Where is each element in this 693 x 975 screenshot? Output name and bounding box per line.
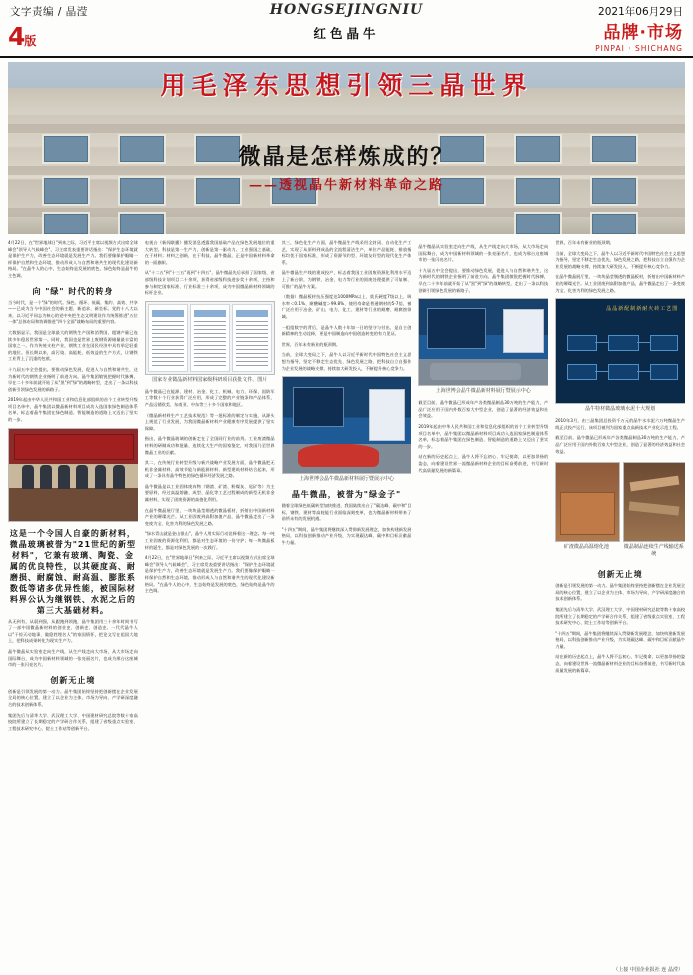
paragraph: 指出，晶牛微晶玻璃的创新走在了全国同行业的前列。工业废渣微晶材料的研制成功和批量、连续化大生产的国家鉴定，对我国乃至世界微晶工业的贡献。 — [144, 436, 275, 455]
info-panel — [369, 389, 405, 441]
photo-caption: 上海世博会晶牛微晶新材料展厅暨展示中心 — [298, 476, 394, 483]
photo-process-diagram — [555, 298, 685, 404]
photo-pair — [555, 459, 685, 563]
paragraph: 当今时代，是一个"绿"的时代。绿色、循环、低碳、集约、高效、共享——已成为当今中国社会的新主题、新追求、新坐标。党的十八大以来，以习近平同志为核心的党中央把生态文明建设作为统筹推进"五位一体"总体布局和协调推进"四个全面"战略布局的重要内容。 — [8, 299, 138, 325]
section-title-pinyin: PINPAI · SHICHANG — [595, 44, 683, 53]
paragraph: "十四五"期间，晶牛集团将继续深入贯彻新发展理念，加快构建新发展格局，以科技创新推动产业升级，为实现碳达峰、碳中和目标贡献晶牛力量。 — [555, 630, 685, 649]
diagram-connector — [637, 371, 650, 372]
diagram-node — [608, 335, 639, 352]
hero-photo — [8, 62, 685, 234]
person — [40, 465, 52, 489]
column-5 — [555, 240, 685, 969]
paragraph: 其三，绿色化生产方面，晶牛微晶生产线采用全封闭、自动化生产工艺，实现了从原料到成品的全流程清洁生产，单位产品能耗、排放指标均优于国家标准，形成了资源节约型、环境友好型的现代化生产体系。 — [281, 240, 412, 265]
facade-band-1 — [8, 124, 685, 133]
paragraph: 2019年起由中华人民共和国工业和信息化部组织的首个工业转型升级项目名单中，晶牛集团以微晶新材料项目成功入选国家绿色制造体系名单，标志着晶牛集团在绿色制造、智能制造的道路上又迈出了坚实的一步。 — [8, 397, 138, 423]
paragraph: 晶牛微晶生产线的建成投产，标志着我国工业固废资源化利用水平迈上了新台阶，为钢铁、冶金、电力等行业的固废处理提供了可复制、可推广的晶牛方案。 — [281, 270, 412, 289]
document-thumbnail — [148, 304, 188, 372]
paragraph: "绿水青山就是金山银山"，晶牛人用实际行动诠释着这一理念。每一吨工业固废的资源化利用，都是对生态环境的一份守护；每一块微晶板材的诞生，都是对绿色发展的一次践行。 — [144, 531, 275, 550]
section-title — [595, 18, 683, 53]
person — [58, 465, 70, 489]
paragraph: 集团先后与清华大学、武汉理工大学、中国建材研究总院等数十家高校院所建立了长期稳定的产学研合作关系，组建了省级重点实验室、工程技术研究中心、院士工作站等创新平台。 — [555, 606, 685, 626]
subheading: 晶牛微晶，被誉为"绿金子" — [291, 490, 402, 500]
hero-banner-slogan: 用毛泽东思想引领三晶世界 — [160, 71, 533, 100]
paragraph: 2010年3月，由三晶集团总投资千万元的晶牛水水泥六万吨微晶生产线正式投产运行，该项目被列为国家重点高新技术产业化示范工程。 — [555, 418, 685, 430]
photo-production-workshop — [418, 298, 548, 386]
photo-press-conference — [8, 428, 138, 522]
masthead — [0, 0, 693, 58]
paragraph: 世界，百年未有新业的瓶颈期。 — [281, 341, 341, 347]
person — [95, 465, 107, 489]
paragraph: 创新是引领发展的第一动力。晶牛集团始终坚持把创新摆在企业发展全局的核心位置，建立了以企业为主体、市场为导向、产学研深度融合的技术创新体系。 — [555, 583, 685, 602]
window — [590, 212, 638, 234]
editor-credit: 文字责编 / 晶滢 — [10, 6, 88, 18]
photo-caption: 微晶制品连续生产线输送系统 — [623, 544, 684, 558]
paragraph: 《微晶新材料生产工艺技术规范》等一批标准的制定与实施，从源头上规范了行业发展，为我国微晶新材料产业健康有序发展提供了坚实保障。 — [144, 412, 275, 431]
paragraph: 从"十二五"到"十三五"再到"十四五"，晶牛微晶先后承担了国家级、省部级科技计划项目二十余项，获得省部级科技进步奖十余项，主持和参与制定国家标准、行业标准三十余项，成为中国微晶新材料领域的标杆企业。 — [144, 270, 275, 296]
column-1 — [8, 240, 138, 969]
paragraph: 世界，百年未有新业的瓶颈期。 — [555, 240, 614, 245]
paragraph: 当前，全球大变局之下，晶牛人以习近平新时代中国特色社会主义思想为指导，坚定不移走生态优先、绿色发展之路，把科技自立自强作为企业发展的战略支撑，持续加大研发投入，不断提升核心竞争力。 — [281, 352, 412, 371]
photo-melting-pool — [555, 462, 619, 542]
photo-banner-text — [14, 434, 133, 460]
article-subhead: ——透视晶牛新材料革命之路 — [248, 178, 444, 193]
publication-date: 2021年06月29日 — [598, 6, 683, 18]
paragraph: 一组组数字的背后，是晶牛人数十年如一日的坚守与付出，是自主创新精神的生动诠释，更是中国制造向中国创造转变的有力见证。 — [281, 324, 412, 337]
masthead-cn-title: 红色晶牛 — [313, 26, 380, 41]
section-title-cn: 品牌·市场 — [603, 23, 683, 43]
window — [514, 212, 562, 234]
paragraph: （数据）微晶板材抗压强度达1000MPa以上、莫氏硬度7级以上、吸水率＜0.1%、耐酸碱度＞99.8%、使用寿命是普通钢材的5-7倍，被广泛应用于冶金、矿山、电力、化工、建材等行业的耐磨、耐腐蚀领域。 — [281, 294, 412, 319]
subheading: 向 "绿" 时代的转身 — [32, 286, 114, 296]
diagram-connector — [637, 342, 650, 343]
column-2 — [145, 240, 275, 969]
page-number — [8, 22, 35, 51]
photo-caption: 矿渣微晶高温熔化池 — [563, 544, 609, 551]
diagram-connector — [595, 342, 608, 343]
article-headline: 微晶是怎样炼成的？ — [238, 145, 455, 170]
paragraph: 十九届五中全会提出，要推动绿色发展，促进人与自然和谐共生，这为新时代的钢铁企业指明了前进方向。晶牛集团敏锐把握时代脉搏，早在二十多年前就开始了从"黑"到"绿"的战略转型，走出了一条以科技创新引领绿色发展的新路子。 — [418, 267, 549, 293]
paragraph: 当前，全球大变局之下，晶牛人以习近平新时代中国特色社会主义思想为指导，坚定不移走生态优先、绿色发展之路，把科技自立自强作为企业发展的战略支撑，持续加大研发投入，不断提升核心竞争力。 — [555, 250, 685, 269]
equipment-base — [430, 363, 521, 380]
article-body — [8, 240, 685, 969]
paragraph: 电视台《新闻联播》播发消息透露我国基础产品在绿色发展地位的重大转型。科技是第一生产力，创新是第一驱动力。工业强国之基础，在于材料；材料之创新，在于科技。晶牛微晶，正是中国新材料革命的一面旗帜。 — [144, 240, 275, 265]
paragraph: 截至目前，晶牛微晶已形成年产各类微晶制品30万吨的生产能力，产品广泛应用于国内外数百家大中型企业，创造了显著的经济效益和社会效益。 — [555, 435, 685, 454]
paragraph: 晶牛微晶从实验室走向生产线，从生产线走向大市场，从大市场走向国际舞台，成为中国新材料领域的一张亮丽名片，也成为邢台这座城市的一张闪亮名片。 — [418, 244, 549, 263]
pipe — [628, 501, 679, 516]
photo-conveying-system — [623, 462, 685, 542]
page-number-value: 4 — [8, 22, 25, 51]
masthead-latin-title: HONGSEJINGNIU — [269, 2, 424, 18]
diagram-node — [567, 335, 598, 352]
paragraph: 大数据显示，我国是全球最大的钢铁生产国和消费国，粗钢产量已连续多年稳居世界第一。同时，我国也是世界上废钢资源储量最丰富的国家之一。作为传统支柱产业，钢铁工业在国民经济中具有举足轻重的地位。但长期以来，高污染、高能耗、低效益的生产方式，让钢铁工业背上了沉重的包袱。 — [8, 329, 138, 362]
paragraph: 集团先后与清华大学、武汉理工大学、中国建材研究总院等数十家高校院所建立了长期稳定的产学研合作关系，组建了省级重点实验室、工程技术研究中心、院士工作站等创新平台。 — [8, 712, 138, 731]
document-thumbnail — [232, 304, 272, 372]
paragraph: 晶牛微晶从实验室走向生产线，从生产线走向大市场，从大市场走向国际舞台，成为中国新材料领域的一张亮丽名片，也成为邢台这座城市的一张闪亮名片。 — [8, 649, 138, 668]
column-3 — [282, 240, 412, 969]
paragraph: 晶牛微晶是以工业固体废弃物（钢渣、矿渣、粉煤灰、尾矿等）为主要原料，经过高温熔融、成型、晶化等工艺过程制成的新型无机非金属材料，实现了固废资源的高值化利用。 — [144, 483, 275, 503]
paragraph: 站在新的历史起点上，晶牛人将不忘初心、牢记使命，以更加昂扬的姿态，向着建设世界一流微晶新材料企业的目标奋勇前进，书写新时代高质量发展的新篇章。 — [418, 454, 549, 473]
paragraph: 4月22日，在"世界地球日"到来之际，习近平主席以视频方式出席全球峰会"领导人气候峰会"，习主席发表重要讲话指出："保护生态环境就是保护生产力，改善生态环境就是发展生产力。我们要像保护眼睛一样保护自然和生态环境，推动形成人与自然和谐共生的现代化建设新格局。"在晶牛人的心中，生态始终是发展的底色，绿色始终是晶牛的主色调。 — [8, 240, 138, 278]
diagram-title: 晶晶新配制新耐火砖工艺图 — [606, 306, 679, 313]
subheading: 这是一个令国人自豪的新材料，微晶玻璃被誉为"21世纪的新型材料"，它兼有玻璃、陶瓷、金属的优良特性，以其硬度高、耐磨损、耐腐蚀、耐高温、膨胀系数低等诸多优异性能，被国际材料界公认为继钢铁、水泥之后的第三大基础材料。 — [9, 528, 137, 615]
source-note: （上接 中国企业报社 连 晶滢） — [613, 967, 683, 973]
diagram-node — [650, 364, 678, 381]
column-4 — [418, 240, 548, 969]
person — [76, 465, 88, 489]
paragraph: 在晶牛微晶展厅里，一块块晶莹剔透的微晶板材，折射出中国新材料产业的璀璨光芒。从工业固废到高附加值产品，晶牛微晶走出了一条变废为宝、化害为利的绿色发展之路。 — [555, 274, 685, 293]
window — [118, 212, 166, 234]
person — [22, 465, 34, 489]
diagram-node — [650, 335, 678, 352]
paragraph: 截至目前，晶牛微晶已形成年产各类微晶制品30万吨的生产能力，产品广泛应用于国内外数百家大中型企业，创造了显著的经济效益和社会效益。 — [418, 400, 549, 419]
paragraph: 十九届五中全会提出，要推动绿色发展，促进人与自然和谐共生，这为新时代的钢铁企业指明了前进方向。晶牛集团敏锐把握时代脉搏，早在二十多年前就开始了从"黑"到"绿"的战略转型，走出了一条以科技创新引领绿色发展的新路子。 — [8, 366, 138, 392]
subheading: 创新无止境 — [597, 570, 643, 580]
paragraph: 在晶牛微晶展厅里，一块块晶莹剔透的微晶板材，折射出中国新材料产业的璀璨光芒。从工业固废到高附加值产品，晶牛微晶走出了一条变废为宝、化害为利的绿色发展之路。 — [144, 507, 275, 526]
window — [42, 212, 90, 234]
photo-project-documents — [145, 301, 275, 375]
document-thumbnail — [190, 304, 230, 372]
control-screen — [427, 308, 486, 350]
control-panel — [503, 309, 544, 352]
subheading: 创新无止境 — [50, 675, 96, 685]
molten-pool — [560, 492, 615, 535]
photo-caption: 上海世博会晶牛微晶新材料展厅暨展示中心 — [435, 388, 531, 395]
person — [113, 465, 125, 489]
paragraph: 晶牛微晶已在能源、建材、冶金、化工、机械、电力、环保、国防军工等数十个行业获得广泛应用，形成了完整的产业链条和产品体系，产品远销欧美、东南亚、中东等三十多个国家和地区。 — [144, 388, 275, 407]
facade-band-3 — [8, 208, 685, 217]
page-number-unit: 版 — [24, 34, 36, 48]
photo-caption: 晶牛特材微晶玻璃水泥十大规划 — [585, 406, 656, 413]
paragraph: 4月22日，在"世界地球日"到来之际，习近平主席以视频方式出席全球峰会"领导人气候峰会"，习主席发表重要讲话指出："保护生态环境就是保护生产力，改善生态环境就是发展生产力。我们要像保护眼睛一样保护自然和生态环境，推动形成人与自然和谐共生的现代化建设新格局。"在晶牛人的心中，生态始终是发展的底色，绿色始终是晶牛的主色调。 — [144, 555, 275, 594]
diagram-node — [567, 364, 598, 381]
paragraph: 其二，在传统行业转型升级与新兴战略产业发展方面，晶牛微晶把无机非金属材料、高效节能与新能源材料、新型建筑材料结合起来，形成了一条具有晶牛特色的绿色循环经济发展之路。 — [144, 460, 275, 479]
pipe — [629, 475, 679, 491]
reception-desk — [298, 444, 378, 467]
paragraph: 创新是引领发展的第一动力。晶牛集团始终坚持把创新摆在企业发展全局的核心位置，建立了以企业为主体、市场为导向、产学研深度融合的技术创新体系。 — [8, 688, 138, 707]
paragraph: 2019年起由中华人民共和国工业和信息化部组织的首个工业转型升级项目名单中，晶牛集团以微晶新材料项目成功入选国家绿色制造体系名单，标志着晶牛集团在绿色制造、智能制造的道路上又迈出了坚实的一步。 — [418, 423, 549, 449]
diagram-connector — [595, 371, 608, 372]
photo-exhibition-hall — [282, 376, 412, 474]
paragraph: 站在新的历史起点上，晶牛人将不忘初心、牢记使命，以更加昂扬的姿态，向着建设世界一流微晶新材料企业的目标奋勇前进，书写新时代高质量发展的新篇章。 — [555, 654, 685, 673]
photo-caption: 国家专业微晶新材料国家级科研项目获批文件、图片 — [152, 376, 268, 383]
diagram-node — [608, 364, 639, 381]
display-screen — [293, 387, 344, 427]
paragraph: "十四五"期间，晶牛集团将继续深入贯彻新发展理念，加快构建新发展格局，以科技创新推动产业升级，为实现碳达峰、碳中和目标贡献晶牛力量。 — [281, 526, 412, 546]
conference-table — [9, 488, 138, 521]
paragraph: 从无到有，从弱到强，从跟跑到领跑，晶牛集团用三十余年时间书写了一部中国微晶新材料的创业史、创新史、创造史。一代代晶牛人以"干惊天动地事、做隐姓埋名人"的家国情怀，把论文写在祖国大地上，把科技成果转化为现实生产力。 — [8, 618, 138, 644]
paragraph: 随着全球绿色低碳转型加快推进，我国陆续出台了"碳达峰、碳中和"目标，钢铁、建材等高耗能行业面临深刻变革，也为微晶新材料带来了前所未有的发展机遇。 — [281, 503, 412, 522]
